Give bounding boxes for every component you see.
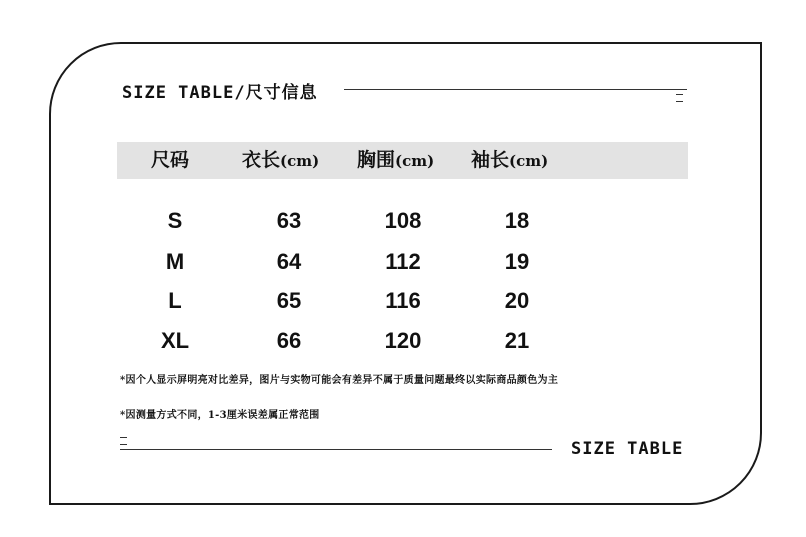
table-cell: 108 [384,208,422,233]
table-cell: L [168,288,182,313]
title-divider [344,89,687,90]
table-cell: 21 [504,328,530,353]
table-cell: S [167,208,183,233]
note-display-difference: *因个人显示屏明亮对比差异，图片与实物可能会有差异不属于质量问题最终以实际商品颜色为主 [120,375,559,386]
header-size-label: 尺码 [151,149,190,171]
table-cell: 64 [276,249,302,274]
header-chest-unit: (cm) [395,152,435,170]
footer-label: SIZE TABLE [571,439,684,459]
table-header [117,142,688,179]
table-cell: XL [160,328,190,353]
table-cell: 112 [385,249,421,274]
header-sleeve [471,142,548,179]
table-cell: 19 [504,249,530,274]
page-title: SIZE TABLE/尺寸信息 [122,83,318,103]
header-length-unit: (cm) [280,152,320,170]
table-cell: 120 [384,328,422,353]
header-size [151,142,189,179]
table-cell: 116 [385,288,421,313]
footer-divider-mark [120,437,127,445]
header-chest [357,142,434,179]
header-length-label: 衣长 [242,149,281,171]
header-length [242,142,319,179]
note-measurement-tolerance: *因测量方式不同，1-3厘米误差属正常范围 [120,410,320,421]
table-cell: 20 [504,288,530,313]
title-row [122,78,692,102]
table-cell: 18 [504,208,530,233]
title-divider-mark [676,94,683,102]
footer-divider [120,449,552,450]
table-cell: 63 [276,208,302,233]
header-chest-label: 胸围 [357,149,396,171]
table-cell: 66 [276,328,302,353]
header-sleeve-unit: (cm) [509,152,549,170]
table-cell: M [165,249,185,274]
header-sleeve-label: 袖长 [471,149,510,171]
table-cell: 65 [276,288,302,313]
